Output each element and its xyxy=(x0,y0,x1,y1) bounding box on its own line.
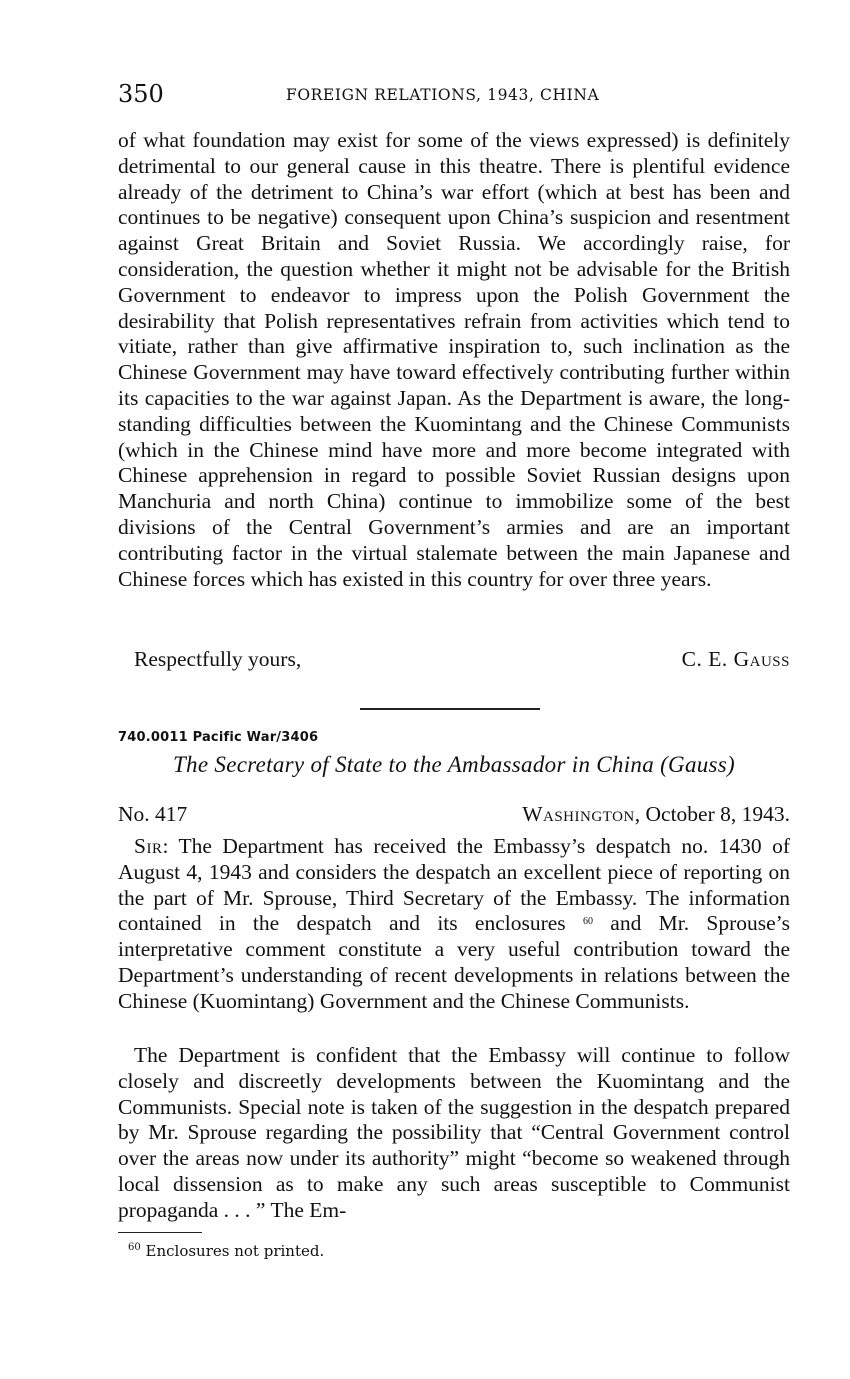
footnote-text: Enclosures not printed. xyxy=(145,1242,325,1260)
page-header xyxy=(118,80,793,112)
dateline xyxy=(522,802,790,827)
signature: C. E. Gauss xyxy=(681,647,790,671)
letter-paragraph-1 xyxy=(118,834,790,1015)
dateline-date: , October 8, 1943. xyxy=(634,802,790,826)
continuation-paragraph: of what foundation may exist for some of the views expressed) is definitely detrimental to our general cause in this theatre. There is plentiful evidence already of the detriment to China’s war effort (which at best has been and continues to be negative) consequent upon China’s suspicion and resentment against Great Britain and Soviet Russia. We accordingly raise, for consideration, the question whether it might not be advisable for the British Government to endeavor to impress upon the Polish Government the desirability that Polish representatives refrain from activities which tend to vitiate, rather than give affirmative inspiration to, such inclination as the Chinese Government may have toward effectively contributing further within its capacities to the war against Japan. As the Department is aware, the long-standing difficulties between the Kuomintang and the Chinese Communists (which in the Chinese mind have more and more become integrated with Chinese apprehension in regard to possible Soviet Russian designs upon Manchuria and north China) continue to immobilize some of the best divisions of the Central Government’s armies and are an important contributing factor in the virtual stalemate between the main Japanese and Chinese forces which has existed in this country for over three years. xyxy=(118,128,790,591)
file-number: 740.0011 Pacific War/3406 xyxy=(118,730,319,745)
footnote xyxy=(128,1242,324,1260)
letter-closing xyxy=(134,646,790,672)
dateline-place: Washington xyxy=(522,802,635,826)
document-number-line xyxy=(118,802,790,827)
paragraph-1-text-a: : The Department has received the Embassy’s despatch no. 1430 of August 4, 1943 and considers the despatch an excellent piece of reporting on the part of Mr. Sprouse, Third Secretary of the Embassy. The information contained in the despatch and its enclosures xyxy=(118,834,790,936)
footnote-reference: 60 xyxy=(583,916,593,928)
page-number: 350 xyxy=(118,80,164,108)
letter-paragraph-2: The Department is confident that the Embassy will continue to follow closely and discreetly developments between the Kuomintang and the Communists. Special note is taken of the suggestion in the despatch prepared by Mr. Sprouse regarding the possibility that “Central Government control over the areas now under its authority” might “become so weakened through local dissension as to make any such areas susceptible to Communist propaganda . . . ” The Em- xyxy=(118,1043,790,1222)
document-title: The Secretary of State to the Ambassador in China (Gauss) xyxy=(172,752,736,777)
salutation: Sir xyxy=(134,834,163,858)
document-number: No. 417 xyxy=(118,802,188,826)
section-divider xyxy=(360,708,540,710)
closing-phrase: Respectfully yours, xyxy=(134,647,302,671)
footnote-marker: 60 xyxy=(128,1242,141,1253)
paragraph-1-text-b: and Mr. Sprouse’s interpretative comment constitute a very useful contribution toward the Department’s understanding of recent developments in relations between the Chinese (Kuomintang) Government and the Chinese Communists. xyxy=(118,911,791,1013)
footnote-divider xyxy=(118,1232,202,1233)
running-head: FOREIGN RELATIONS, 1943, CHINA xyxy=(286,86,600,104)
